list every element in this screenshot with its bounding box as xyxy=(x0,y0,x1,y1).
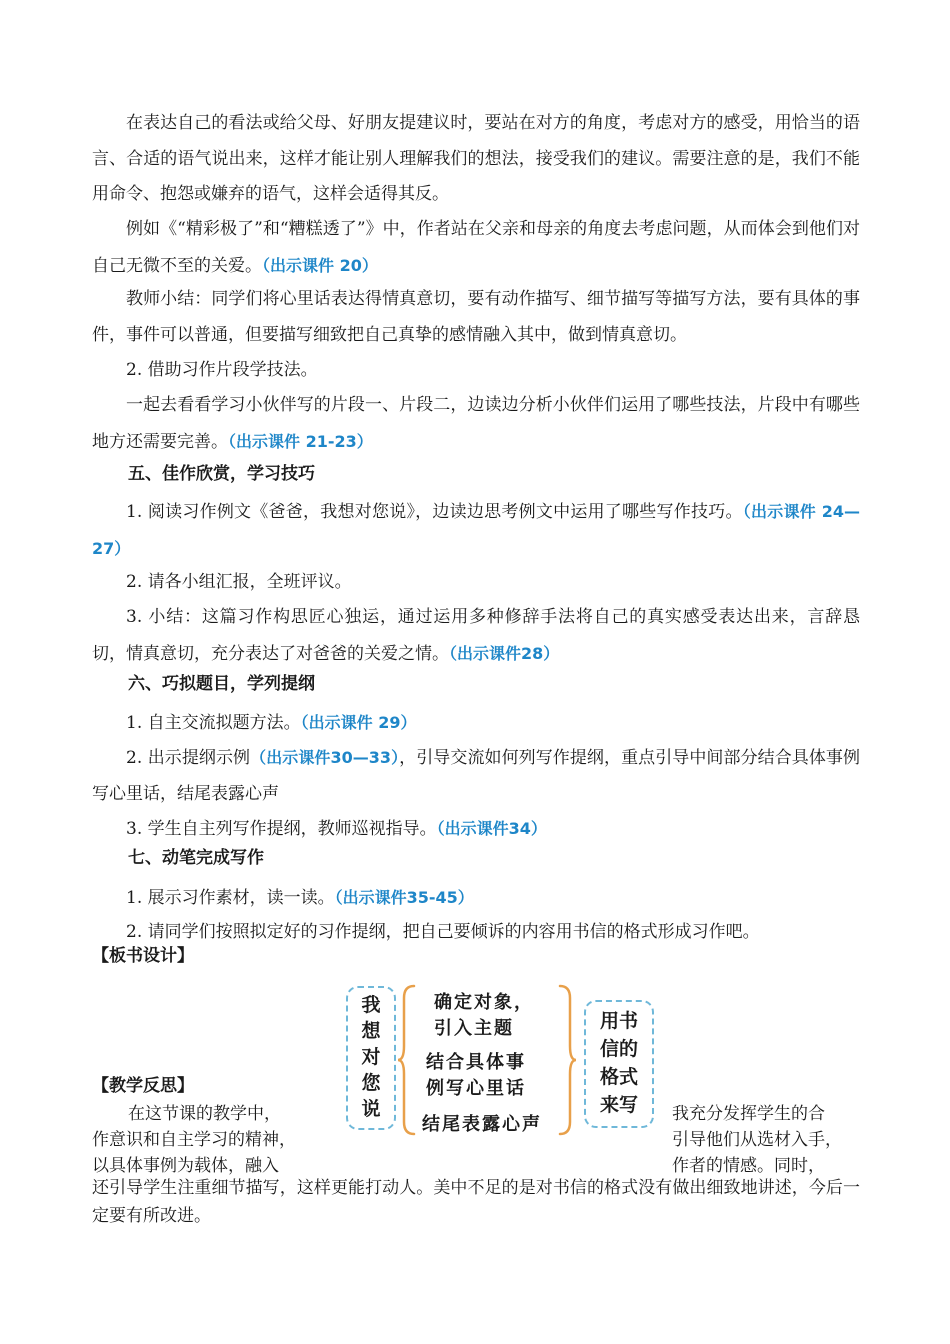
paragraph-1 xyxy=(92,106,860,213)
section-heading-5: 五、佳作欣赏，学习技巧 xyxy=(128,464,315,484)
paragraph-7 xyxy=(92,565,860,601)
paragraph-3 xyxy=(92,282,860,353)
paragraph-10 xyxy=(92,740,860,812)
paragraph-5 xyxy=(92,388,860,460)
courseware-ref: （出示课件34） xyxy=(436,819,547,838)
section-heading-7: 七、动笔完成写作 xyxy=(128,848,264,868)
paragraph-4 xyxy=(92,353,860,389)
board-left-char: 您 xyxy=(361,1072,381,1094)
courseware-ref: （出示课件30—33） xyxy=(250,748,400,767)
teaching-reflection-title: 【教学反思】 xyxy=(92,1076,194,1096)
paragraph-5-text: 一起去看看学习小伙伴写的片段一、片段二，边读边分析小伙伴们运用了哪些技法，片段中有哪些地方还需要完善。 xyxy=(92,395,860,452)
paragraph-11-text: 3. 学生自主列写作提纲，教师巡视指导。 xyxy=(126,819,437,839)
paragraph-10-text-b: ，引导交流如何列写作提纲，重点引导中间部分结合具体事例写心里话，结尾表露心声 xyxy=(92,748,860,804)
right-brace-icon xyxy=(558,984,578,1136)
reflection-line-1-left: 在这节课的教学中， xyxy=(128,1104,281,1124)
courseware-ref: （出示课件 20） xyxy=(262,255,378,275)
paragraph-6 xyxy=(92,494,860,567)
reflection-line-2-left: 作意识和自主学习的精神， xyxy=(92,1130,296,1150)
board-middle-1b: 引入主题 xyxy=(434,1018,514,1039)
board-right-box xyxy=(584,1000,654,1128)
paragraph-9-text: 1. 自主交流拟题方法。 xyxy=(126,713,301,733)
courseware-ref: （出示课件 29） xyxy=(300,713,417,732)
board-middle-1a: 确定对象， xyxy=(434,992,534,1013)
left-brace-icon xyxy=(396,984,416,1136)
paragraph-3-text: 教师小结：同学们将心里话表达得情真意切，要有动作描写、细节描写等描写方法，要有具体的事件，事件可以普通，但要描写细致把自己真挚的感情融入其中，做到情真意切。 xyxy=(92,289,860,345)
board-middle-3: 结尾表露心声 xyxy=(422,1114,542,1135)
reflection-line-2-right: 引导他们从选材入手， xyxy=(672,1130,842,1150)
paragraph-2 xyxy=(92,212,860,284)
board-right-line: 用书 xyxy=(599,1010,638,1032)
reflection-line-1-right: 我充分发挥学生的合 xyxy=(672,1104,825,1124)
board-design-title: 【板书设计】 xyxy=(92,946,194,966)
paragraph-6-text: 1. 阅读习作例文《爸爸，我想对您说》，边读边思考例文中运用了哪些写作技巧。 xyxy=(126,502,743,522)
reflection-line-4 xyxy=(92,1174,860,1230)
board-left-char: 我 xyxy=(361,994,381,1016)
board-left-char: 说 xyxy=(361,1098,381,1120)
board-left-box xyxy=(346,986,396,1130)
paragraph-4-text: 2. 借助习作片段学技法。 xyxy=(126,360,318,380)
paragraph-8-text: 3. 小结：这篇习作构思匠心独运，通过运用多种修辞手法将自己的真实感受表达出来，言辞恳切，情真意切，充分表达了对爸爸的关爱之情。 xyxy=(92,607,860,664)
courseware-ref: （出示课件 21-23） xyxy=(228,431,373,451)
courseware-ref: （出示课件35-45） xyxy=(334,888,474,907)
paragraph-8 xyxy=(92,600,860,672)
reflection-line-3-right: 作者的情感。同时， xyxy=(672,1156,825,1176)
reflection-line-3-left: 以具体事例为载体，融入 xyxy=(92,1156,279,1176)
board-right-line: 格式 xyxy=(599,1066,638,1088)
paragraph-7-text: 2. 请各小组汇报，全班评议。 xyxy=(126,572,352,592)
paragraph-1-text: 在表达自己的看法或给父母、好朋友提建议时，要站在对方的角度，考虑对方的感受，用恰当的语言、合适的语气说出来，这样才能让别人理解我们的想法，接受我们的建议。需要注意的是，我们不能用命令、抱怨或嫌弃的语气，这样会适得其反。 xyxy=(92,113,860,204)
board-diagram xyxy=(340,982,660,1140)
paragraph-11 xyxy=(92,811,860,848)
courseware-ref: （出示课件28） xyxy=(449,643,560,663)
board-left-char: 想 xyxy=(361,1020,381,1042)
paragraph-13-text: 2. 请同学们按照拟定好的习作提纲，把自己要倾诉的内容用书信的格式形成习作吧。 xyxy=(126,922,760,942)
board-right-line: 来写 xyxy=(599,1094,638,1116)
section-heading-6: 六、巧拟题目，学列提纲 xyxy=(128,674,315,694)
board-middle-2a: 结合具体事 xyxy=(426,1052,526,1073)
paragraph-12-text: 1. 展示习作素材，读一读。 xyxy=(126,888,335,908)
paragraph-9 xyxy=(92,705,860,742)
reflection-line-4-text: 还引导学生注重细节描写，这样更能打动人。美中不足的是对书信的格式没有做出细致地讲述，今后一定要有所改进。 xyxy=(92,1178,860,1226)
paragraph-2-text: 例如《“精彩极了”和“糟糕透了”》中，作者站在父亲和母亲的角度去考虑问题，从而体会到他们对自己无微不至的关爱。 xyxy=(92,219,860,276)
paragraph-13 xyxy=(92,915,860,951)
board-left-char: 对 xyxy=(361,1046,381,1068)
board-middle-2b: 例写心里话 xyxy=(426,1078,526,1099)
paragraph-12 xyxy=(92,880,860,917)
board-right-line: 信的 xyxy=(599,1038,638,1060)
paragraph-10-text-a: 2. 出示提纲示例 xyxy=(126,748,251,768)
courseware-ref: （出示课件 24—27） xyxy=(92,502,861,558)
